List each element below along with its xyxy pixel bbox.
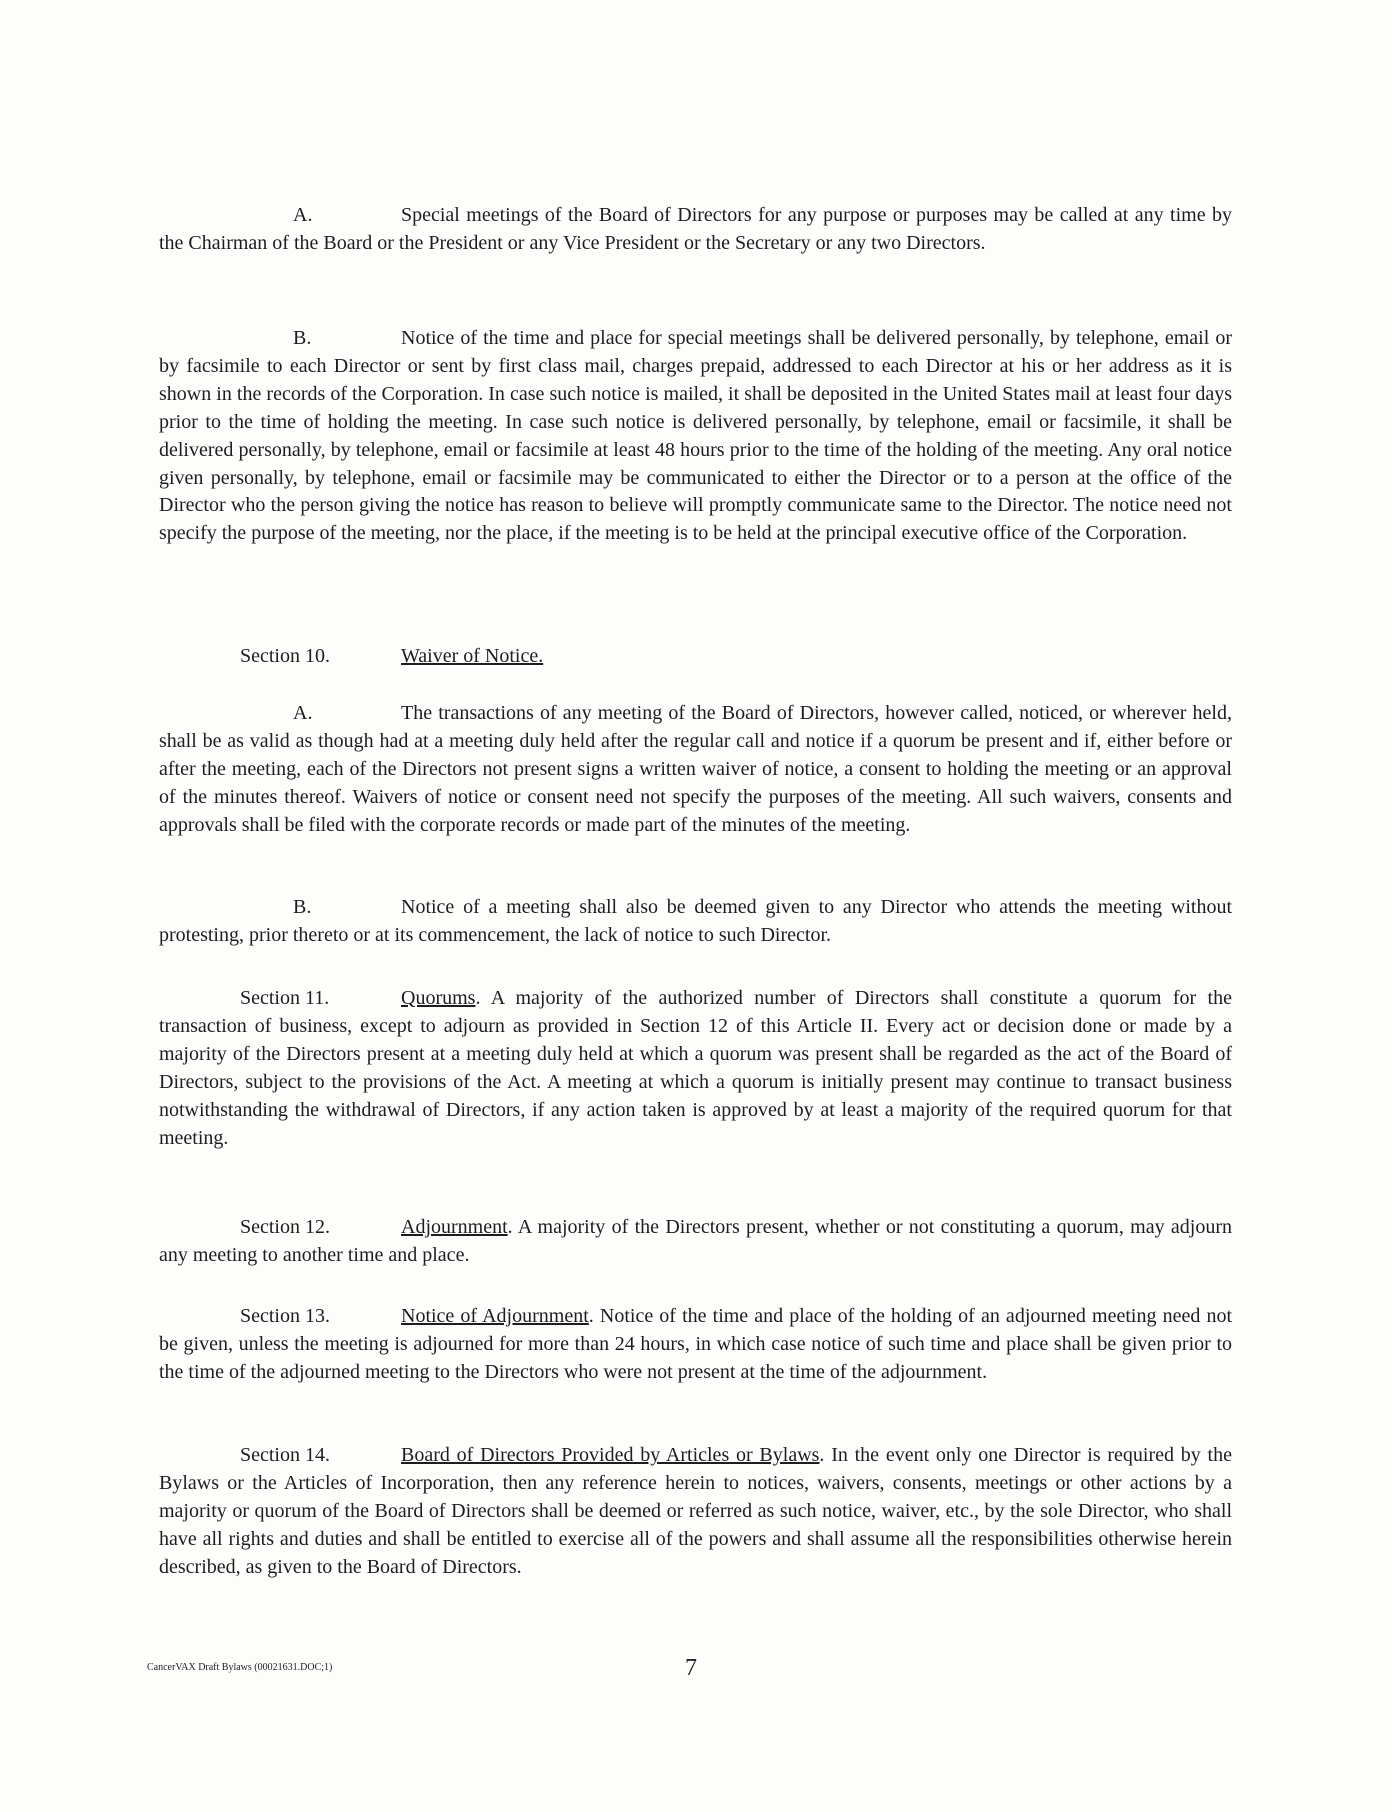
paragraph-text: Notice of the time and place for special meetings shall be delivered personally, by telephone, email or by facsimile to each Director or sent by first class mail, charges prepaid, addressed to each Director at his or her address as it is shown in the records of the Corporation. In case such notice is mailed, it shall be deposited in the United States mail at least four days prior to the time of holding the meeting. In case such notice is delivered personally, by telephone, email or facsimile, it shall be delivered personally, by telephone, email or facsimile at least 48 hours prior to the time of the holding of the meeting. Any oral notice given personally, by telephone, email or facsimile may be communicated to either the Director or to a person at the office of the Director who the person giving the notice has reason to believe will promptly communicate same to the Director. The notice need not specify the purpose of the meeting, nor the place, if the meeting is to be held at the principal executive office of the Corporation. [159, 327, 1232, 545]
paragraph-label: A. [293, 204, 313, 226]
paragraph-waiver-a [159, 700, 1232, 840]
paragraph-text: Notice of a meeting shall also be deemed given to any Director who attends the meeting without protesting, prior thereto or at its commencement, the lack of notice to such Director. [159, 896, 1232, 946]
section-title: Notice of Adjournment [401, 1305, 589, 1327]
paragraph-special-meetings-a [159, 202, 1232, 258]
paragraph-text: . A majority of the Directors present, whether or not constituting a quorum, may adjourn any meeting to another time and place. [159, 1216, 1232, 1266]
section-13-notice-of-adjournment [159, 1303, 1232, 1387]
paragraph-text: . In the event only one Director is required by the Bylaws or the Articles of Incorporation, then any reference herein to notices, waivers, consents, meetings or other actions by a majority or quorum of the Board of Directors shall be deemed or referred as such notice, waiver, etc., by the sole Director, who shall have all rights and duties and shall be entitled to exercise all of the powers and shall assume all the responsibilities otherwise herein described, as given to the Board of Directors. [159, 1444, 1232, 1578]
section-label: Section 11. [240, 987, 330, 1009]
footer-document-id: CancerVAX Draft Bylaws (00021631.DOC;1) [147, 1662, 333, 1673]
section-14-board-provided [159, 1442, 1232, 1582]
section-label: Section 12. [240, 1216, 330, 1238]
paragraph-special-meetings-b [159, 325, 1232, 548]
paragraph-waiver-b [159, 894, 1232, 950]
section-label: Section 13. [240, 1305, 330, 1327]
section-label: Section 14. [240, 1444, 330, 1466]
paragraph-text: The transactions of any meeting of the Board of Directors, however called, noticed, or wherever held, shall be as valid as though had at a meeting duly held after the regular call and notice if a quorum be present and if, either before or after the meeting, each of the Directors not present signs a written waiver of notice, a consent to holding the meeting or an approval of the minutes thereof. Waivers of notice or consent need not specify the purposes of the meeting. All such waivers, consents and approvals shall be filed with the corporate records or made part of the minutes of the meeting. [159, 702, 1232, 836]
paragraph-text: . A majority of the authorized number of Directors shall constitute a quorum for the transaction of business, except to adjourn as provided in Section 12 of this Article II. Every act or decision done or made by a majority of the Directors present at a meeting duly held at which a quorum was present shall be regarded as the act of the Board of Directors, subject to the provisions of the Act. A meeting at which a quorum is initially present may continue to transact business notwithstanding the withdrawal of Directors, if any action taken is approved by at least a majority of the required quorum for that meeting. [159, 987, 1232, 1149]
section-label: Section 10. [240, 645, 330, 667]
paragraph-text: . Notice of the time and place of the holding of an adjourned meeting need not be given, unless the meeting is adjourned for more than 24 hours, in which case notice of such time and place shall be given prior to the time of the adjourned meeting to the Directors who were not present at the time of the adjournment. [159, 1305, 1232, 1383]
paragraph-label: B. [293, 327, 312, 349]
page-number: 7 [685, 1655, 697, 1681]
section-11-quorums [159, 985, 1232, 1152]
paragraph-label: B. [293, 896, 312, 918]
section-title: Waiver of Notice. [401, 645, 544, 667]
section-title: Quorums [401, 987, 476, 1009]
section-title: Board of Directors Provided by Articles or Bylaws [401, 1444, 820, 1466]
paragraph-text: Special meetings of the Board of Directors for any purpose or purposes may be called at any time by the Chairman of the Board or the President or any Vice President or the Secretary or any two Directors. [159, 204, 1232, 254]
section-12-adjournment [159, 1214, 1232, 1270]
paragraph-label: A. [293, 702, 313, 724]
section-10-heading [159, 643, 1232, 671]
section-title: Adjournment [401, 1216, 508, 1238]
